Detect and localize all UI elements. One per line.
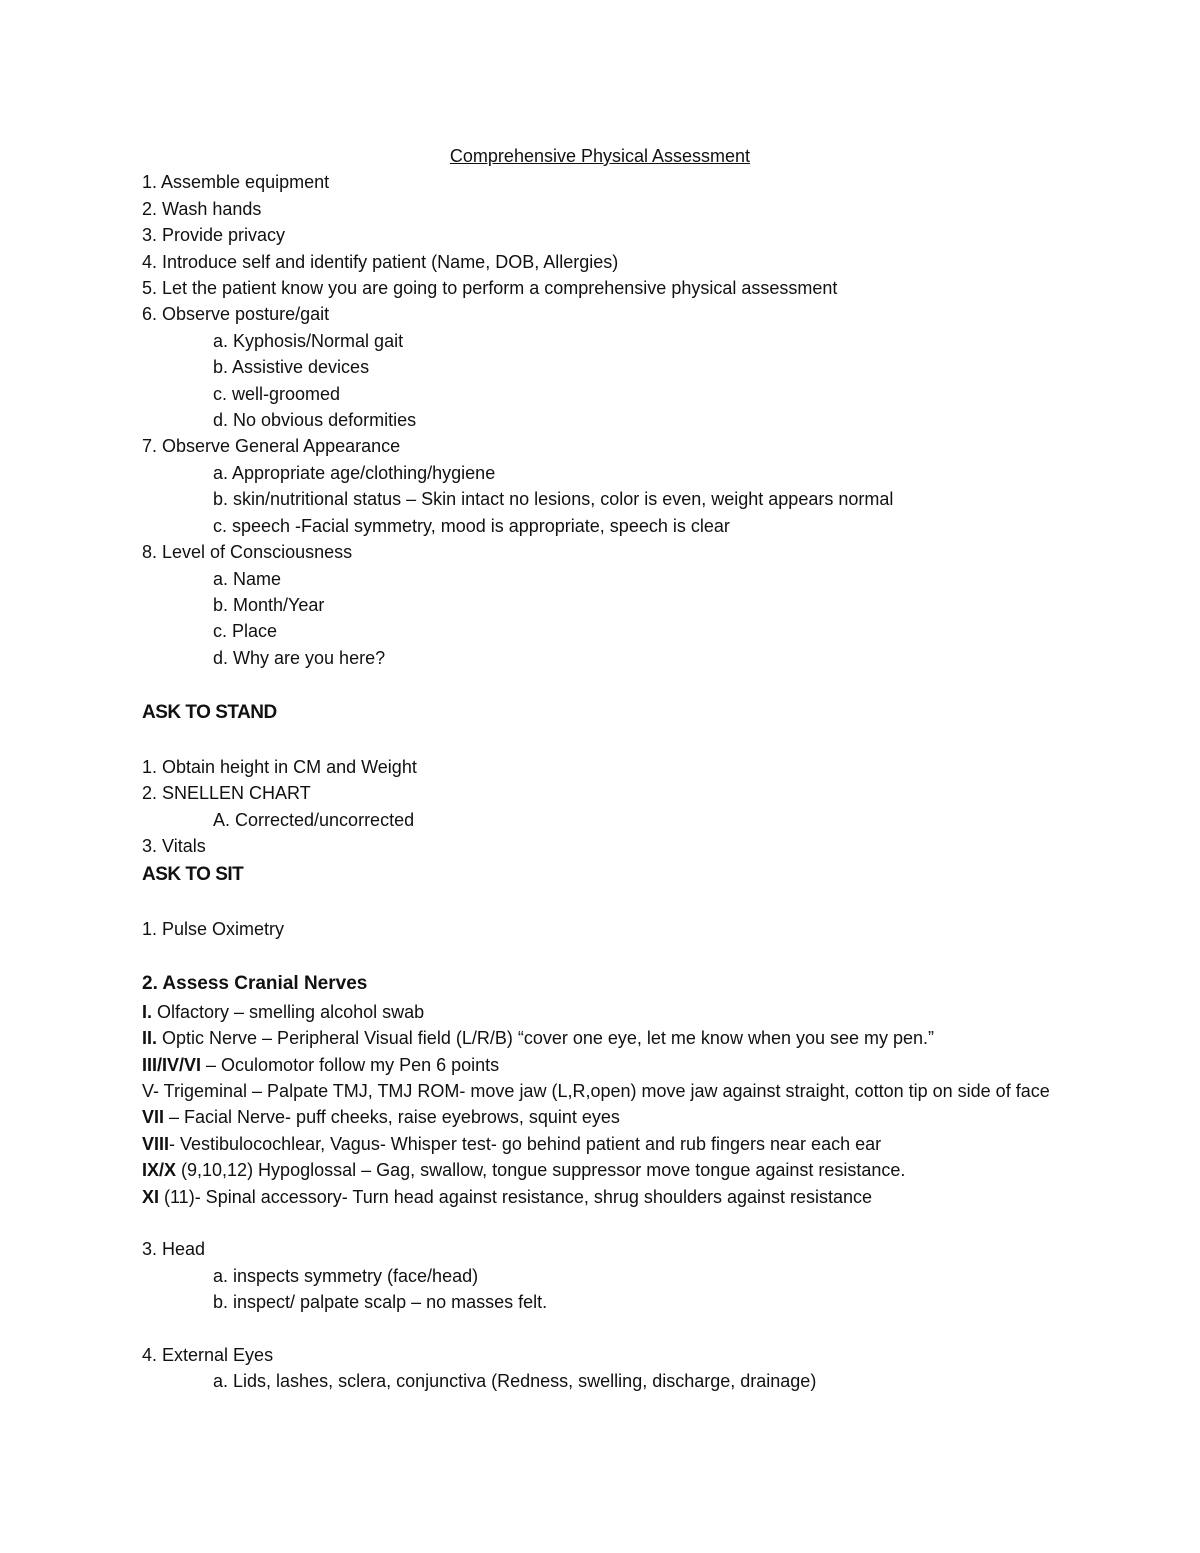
nerve-description: Olfactory – smelling alcohol swab [152, 1001, 425, 1022]
cranial-nerve-item [142, 1078, 1062, 1104]
list-item: 3. Vitals [142, 836, 206, 857]
nerve-description: Optic Nerve – Peripheral Visual field (L/R/B) “cover one eye, let me know when you see my pen.” [157, 1028, 935, 1049]
sub-list-item: a. Lids, lashes, sclera, conjunctiva (Redness, swelling, discharge, drainage) [213, 1371, 817, 1392]
spacer [142, 1210, 1062, 1236]
sub-list-item: b. inspect/ palpate scalp – no masses felt. [213, 1292, 548, 1313]
sub-list-item: d. Why are you here? [213, 647, 386, 668]
list-item: 1. Assemble equipment [142, 172, 330, 193]
cranial-nerve-item [142, 1184, 1062, 1210]
sub-list-item: b. Assistive devices [213, 357, 370, 378]
sub-list-item: c. speech -Facial symmetry, mood is appropriate, speech is clear [213, 515, 730, 536]
sub-list-item: a. Appropriate age/clothing/hygiene [213, 462, 496, 483]
list-item: 7. Observe General Appearance [142, 436, 401, 457]
list-item: 4. External Eyes [142, 1344, 274, 1365]
list-item: 1. Obtain height in CM and Weight [142, 756, 417, 777]
list-item: 4. Introduce self and identify patient (Name, DOB, Allergies) [142, 251, 619, 272]
spacer [142, 1316, 1062, 1342]
spacer [142, 890, 1062, 916]
nerve-description: (11)- Spinal accessory- Turn head against resistance, shrug shoulders against resistance [159, 1186, 873, 1207]
nerve-number: IX/X [142, 1160, 177, 1181]
nerve-description: V- Trigeminal – Palpate TMJ, TMJ ROM- move jaw (L,R,open) move jaw against straight, cotton tip on side of face [142, 1080, 1050, 1101]
section-heading-cranial-nerves: 2. Assess Cranial Nerves [142, 972, 368, 994]
nerve-number: VII [142, 1107, 165, 1128]
list-item: 2. SNELLEN CHART [142, 783, 311, 804]
nerve-number: VIII [142, 1133, 170, 1154]
cranial-nerve-item [142, 1052, 1062, 1078]
cranial-nerve-item [142, 1025, 1062, 1051]
sub-list-item: a. Kyphosis/Normal gait [213, 330, 404, 351]
section-heading-stand: ASK TO STAND [142, 701, 277, 723]
nerve-description: – Oculomotor follow my Pen 6 points [201, 1054, 500, 1075]
nerve-description: - Vestibulocochlear, Vagus- Whisper test- go behind patient and rub fingers near each ear [169, 1133, 882, 1154]
nerve-number: II. [142, 1028, 158, 1049]
page-title: Comprehensive Physical Assessment [449, 146, 751, 166]
spacer [142, 728, 1062, 754]
list-item: 3. Provide privacy [142, 225, 286, 246]
spacer [142, 942, 1062, 968]
sub-list-item: a. Name [213, 568, 282, 589]
list-item: 6. Observe posture/gait [142, 304, 330, 325]
sub-list-item: a. inspects symmetry (face/head) [213, 1265, 479, 1286]
cranial-nerve-item [142, 999, 1062, 1025]
cranial-nerve-item [142, 1104, 1062, 1130]
sub-list-item: b. skin/nutritional status – Skin intact no lesions, color is even, weight appears normal [213, 489, 894, 510]
nerve-description: (9,10,12) Hypoglossal – Gag, swallow, tongue suppressor move tongue against resistance. [176, 1160, 906, 1181]
sub-list-item: c. Place [213, 621, 278, 642]
nerve-description: – Facial Nerve- puff cheeks, raise eyebrows, squint eyes [164, 1107, 620, 1128]
sub-list-item: c. well-groomed [213, 383, 341, 404]
nerve-number: III/IV/VI [142, 1054, 202, 1075]
sub-list-item: A. Corrected/uncorrected [213, 809, 415, 830]
list-item: 8. Level of Consciousness [142, 542, 353, 563]
cranial-nerve-item [142, 1131, 1062, 1157]
sub-list-item: b. Month/Year [213, 594, 325, 615]
document-content [142, 143, 1062, 1395]
sub-list-item: d. No obvious deformities [213, 410, 417, 431]
spacer [142, 671, 1062, 697]
nerve-number: XI [142, 1186, 160, 1207]
list-item: 3. Head [142, 1239, 206, 1260]
nerve-number: I. [142, 1001, 153, 1022]
list-item: 2. Wash hands [142, 198, 262, 219]
section-heading-sit: ASK TO SIT [142, 863, 244, 885]
list-item: 5. Let the patient know you are going to perform a comprehensive physical assessment [142, 278, 838, 299]
cranial-nerve-item [142, 1157, 1062, 1183]
list-item: 1. Pulse Oximetry [142, 918, 285, 939]
